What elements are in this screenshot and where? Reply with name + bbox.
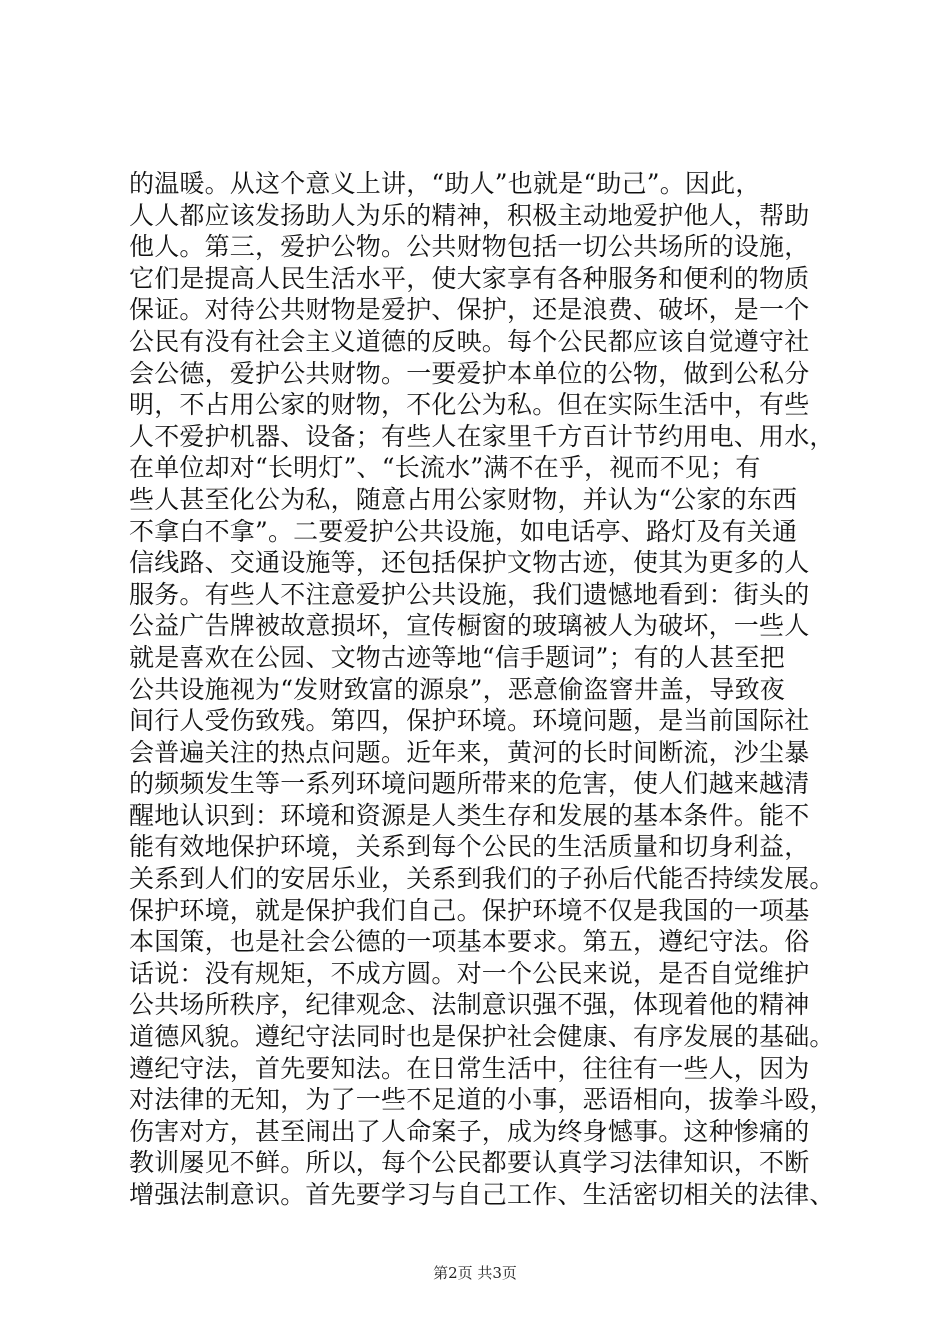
text-line: 就是喜欢在公园、文物古迹等地“信手题词”；有的人甚至把 <box>129 642 785 672</box>
text-line: 人人都应该发扬助人为乐的精神，积极主动地爱护他人，帮助 <box>129 200 810 230</box>
text-line: 本国策，也是社会公德的一项基本要求。第五，遵纪守法。俗 <box>129 927 810 957</box>
text-line: 醒地认识到：环境和资源是人类生存和发展的基本条件。能不 <box>129 800 810 830</box>
text-line: 会普遍关注的热点问题。近年来，黄河的长时间断流，沙尘暴 <box>129 737 810 767</box>
text-line: 公共设施视为“发财致富的源泉”，恶意偷盗窨井盖，导致夜 <box>129 674 785 704</box>
text-line: 公益广告牌被故意损坏，宣传橱窗的玻璃被人为破坏，一些人 <box>129 611 810 641</box>
text-line: 的频频发生等一系列环境问题所带来的危害，使人们越来越清 <box>129 769 810 799</box>
text-line: 公共场所秩序，纪律观念、法制意识强不强，体现着他的精神 <box>129 990 810 1020</box>
text-line: 人不爱护机器、设备；有些人在家里千方百计节约用电、用水， <box>129 421 835 451</box>
text-line: 能有效地保护环境，关系到每个公民的生活质量和切身利益， <box>129 832 810 862</box>
text-line: 对法律的无知，为了一些不足道的小事，恶语相向，拔拳斗殴， <box>129 1085 835 1115</box>
text-line: 保证。对待公共财物是爱护、保护，还是浪费、破坏，是一个 <box>129 295 810 325</box>
text-line: 教训屡见不鲜。所以，每个公民都要认真学习法律知识，不断 <box>129 1148 810 1178</box>
text-line: 明，不占用公家的财物，不化公为私。但在实际生活中，有些 <box>129 390 810 420</box>
text-line: 间行人受伤致残。第四，保护环境。环境问题，是当前国际社 <box>129 706 810 736</box>
text-line: 道德风貌。遵纪守法同时也是保护社会健康、有序发展的基础。 <box>129 1022 835 1052</box>
text-line: 服务。有些人不注意爱护公共设施，我们遗憾地看到：街头的 <box>129 579 810 609</box>
text-line: 会公德，爱护公共财物。一要爱护本单位的公物，做到公私分 <box>129 358 810 388</box>
body-text <box>129 168 841 1211</box>
text-line: 保护环境，就是保护我们自己。保护环境不仅是我国的一项基 <box>129 895 810 925</box>
text-line: 信线路、交通设施等，还包括保护文物古迹，使其为更多的人 <box>129 548 810 578</box>
text-line: 遵纪守法，首先要知法。在日常生活中，往往有一些人，因为 <box>129 1053 810 1083</box>
text-line: 的温暖。从这个意义上讲，“助人”也就是“助己”。因此， <box>129 169 761 198</box>
text-line: 伤害对方，甚至闹出了人命案子，成为终身憾事。这种惨痛的 <box>129 1116 810 1146</box>
text-line: 些人甚至化公为私，随意占用公家财物，并认为“公家的东西 <box>129 484 798 514</box>
text-line: 公民有没有社会主义道德的反映。每个公民都应该自觉遵守社 <box>129 326 810 356</box>
text-line: 话说：没有规矩，不成方圆。对一个公民来说，是否自觉维护 <box>129 958 810 988</box>
text-line: 不拿白不拿”。二要爱护公共设施，如电话亭、路灯及有关通 <box>129 516 798 546</box>
text-line: 关系到人们的安居乐业，关系到我们的子孙后代能否持续发展。 <box>129 864 835 894</box>
text-line: 在单位却对“长明灯”、“长流水”满不在乎，视而不见；有 <box>129 453 761 483</box>
text-line: 增强法制意识。首先要学习与自己工作、生活密切相关的法律、 <box>129 1180 835 1209</box>
page-number-footer: 第2页 共3页 <box>433 1264 517 1282</box>
text-line: 它们是提高人民生活水平，使大家享有各种服务和便利的物质 <box>129 263 810 293</box>
text-line: 他人。第三，爱护公物。公共财物包括一切公共场所的设施， <box>129 232 810 262</box>
